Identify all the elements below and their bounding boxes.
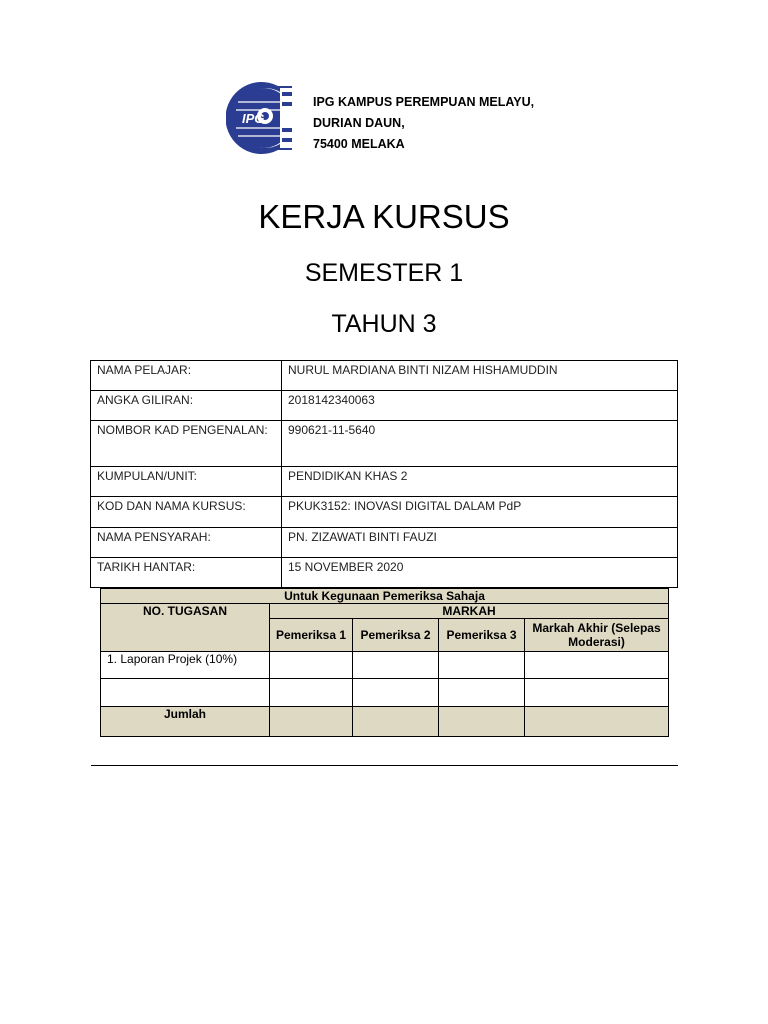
table-row — [91, 391, 678, 421]
info-value: 15 NOVEMBER 2020 — [282, 558, 678, 588]
col-header-markah-akhir: Markah Akhir (Selepas Moderasi) — [525, 619, 669, 652]
address-line: IPG KAMPUS PEREMPUAN MELAYU, — [313, 95, 535, 109]
marks-caption: Untuk Kegunaan Pemeriksa Sahaja — [101, 589, 669, 604]
total-cell — [270, 707, 353, 737]
address-line: DURIAN DAUN, — [313, 116, 405, 130]
info-label: KUMPULAN/UNIT: — [91, 467, 282, 497]
table-row — [91, 467, 678, 497]
task-item — [101, 679, 270, 707]
table-row — [101, 679, 669, 707]
table-row — [101, 707, 669, 737]
info-label: ANGKA GILIRAN: — [91, 391, 282, 421]
table-row — [91, 558, 678, 588]
year-title: TAHUN 3 — [331, 310, 437, 338]
divider-line — [91, 765, 678, 766]
table-row — [91, 497, 678, 528]
mark-cell — [270, 652, 353, 679]
info-value: 2018142340063 — [282, 391, 678, 421]
logo-text: IPG — [242, 111, 265, 126]
table-row — [91, 528, 678, 558]
info-label: NOMBOR KAD PENGENALAN: — [91, 421, 282, 467]
mark-cell — [353, 652, 439, 679]
marks-table — [100, 588, 669, 737]
info-value: PN. ZIZAWATI BINTI FAUZI — [282, 528, 678, 558]
col-header-tugasan: NO. TUGASAN — [101, 604, 270, 652]
mark-cell — [353, 679, 439, 707]
mark-cell — [525, 652, 669, 679]
col-header-pemeriksa-1: Pemeriksa 1 — [270, 619, 353, 652]
info-value: PKUK3152: INOVASI DIGITAL DALAM PdP — [282, 497, 678, 528]
table-row — [101, 652, 669, 679]
mark-cell — [525, 679, 669, 707]
mark-cell — [439, 679, 525, 707]
student-info-table — [90, 360, 678, 588]
address-line: 75400 MELAKA — [313, 137, 405, 151]
table-row — [91, 361, 678, 391]
col-header-markah: MARKAH — [270, 604, 669, 619]
table-row — [101, 604, 669, 619]
info-label: TARIKH HANTAR: — [91, 558, 282, 588]
total-label: Jumlah — [101, 707, 270, 737]
info-value: 990621-11-5640 — [282, 421, 678, 467]
total-cell — [525, 707, 669, 737]
info-label: KOD DAN NAMA KURSUS: — [91, 497, 282, 528]
table-row — [101, 589, 669, 604]
mark-cell — [439, 652, 525, 679]
info-label: NAMA PENSYARAH: — [91, 528, 282, 558]
task-item: 1. Laporan Projek (10%) — [101, 652, 270, 679]
col-header-pemeriksa-2: Pemeriksa 2 — [353, 619, 439, 652]
info-label: NAMA PELAJAR: — [91, 361, 282, 391]
semester-title: SEMESTER 1 — [304, 259, 464, 287]
institution-address — [313, 92, 534, 155]
info-value: PENDIDIKAN KHAS 2 — [282, 467, 678, 497]
total-cell — [439, 707, 525, 737]
col-header-pemeriksa-3: Pemeriksa 3 — [439, 619, 525, 652]
total-cell — [353, 707, 439, 737]
table-row — [91, 421, 678, 467]
mark-cell — [270, 679, 353, 707]
info-value: NURUL MARDIANA BINTI NIZAM HISHAMUDDIN — [282, 361, 678, 391]
document-title: KERJA KURSUS — [258, 198, 510, 235]
ipg-logo — [226, 80, 292, 156]
